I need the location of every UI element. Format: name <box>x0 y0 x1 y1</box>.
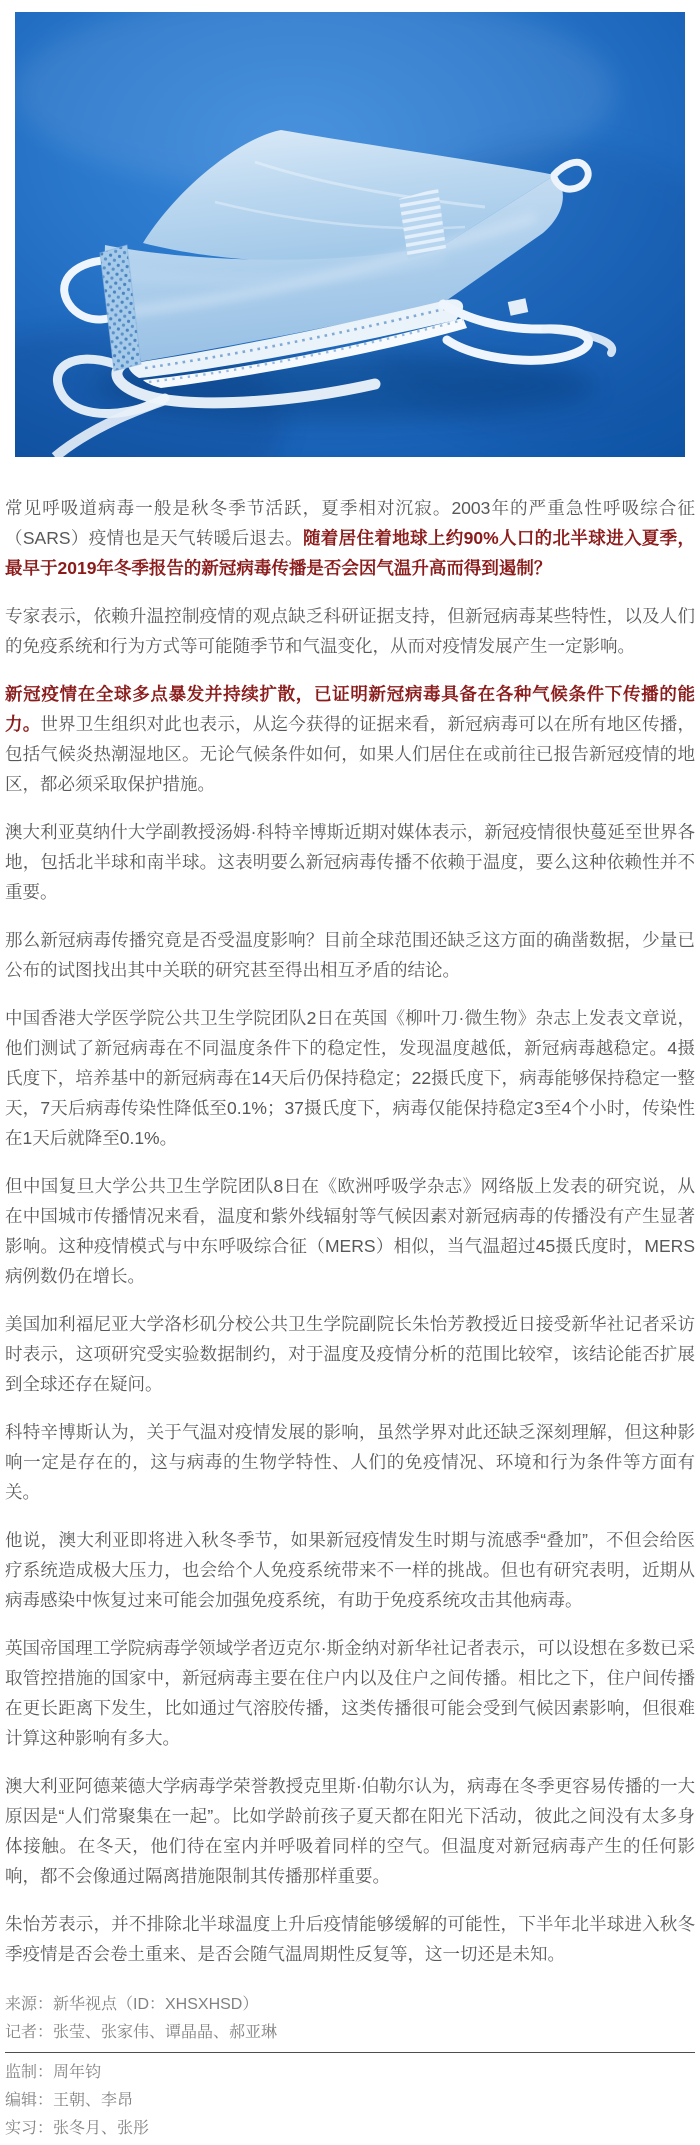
footer-divider <box>5 2052 695 2053</box>
article-paragraph-5 <box>5 925 695 985</box>
paragraph-text: 科特辛博斯认为，关于气温对疫情发展的影响，虽然学界对此还缺乏深刻理解，但这种影响一定是存在的，这与病毒的生物学特性、人们的免疫情况、环境和行为条件等方面有关。 <box>5 1422 695 1502</box>
supervisor-line: 监制：周年钧 <box>5 2064 102 2081</box>
paragraph-text: 那么新冠病毒传播究竟是否受温度影响？目前全球范围还缺乏这方面的确凿数据，少量已公布的试图找出其中关联的研究甚至得出相互矛盾的结论。 <box>5 930 695 980</box>
paragraph-text: 世界卫生组织对此也表示，从迄今获得的证据来看，新冠病毒可以在所有地区传播，包括气候炎热潮湿地区。无论气候条件如何，如果人们居住在或前往已报告新冠疫情的地区，都必须采取保护措施。 <box>5 714 696 794</box>
paragraph-text: 他说，澳大利亚即将进入秋冬季节，如果新冠疫情发生时期与流感季“叠加”，不但会给医疗系统造成极大压力，也会给个人免疫系统带来不一样的挑战。但也有研究表明，近期从病毒感染中恢复过来可能会加强免疫系统，有助于免疫系统攻击其他病毒。 <box>5 1530 695 1610</box>
article-paragraph-2 <box>5 601 695 661</box>
paragraph-emphasis-red: 新冠疫情在全球多点暴发并持续扩散，已证明新冠病毒具备在各种气候条件下传播的能力。 <box>5 684 695 734</box>
article-paragraph-1 <box>5 493 695 583</box>
source-line: 来源：新华视点（ID：XHSXHSD） <box>5 1996 259 2013</box>
reporters-line: 记者：张莹、张家伟、谭晶晶、郝亚琳 <box>5 2024 278 2041</box>
article-body <box>0 457 700 1969</box>
paragraph-text: 澳大利亚莫纳什大学副教授汤姆·科特辛博斯近期对媒体表示，新冠疫情很快蔓延至世界各地，包括北半球和南半球。这表明要么新冠病毒传播不依赖于温度，要么这种依赖性并不重要。 <box>5 822 695 902</box>
article-paragraph-11 <box>5 1633 695 1753</box>
paragraph-text: 中国香港大学医学院公共卫生学院团队2日在英国《柳叶刀·微生物》杂志上发表文章说，他们测试了新冠病毒在不同温度条件下的稳定性，发现温度越低，新冠病毒越稳定。4摄氏度下，培养基中的新冠病毒在14天后仍保持稳定；22摄氏度下，病毒能够保持稳定一整天，7天后病毒传染性降低至0.1%；37摄氏度下，病毒仅能保持稳定3至4个小时，传染性在1天后就降至0.1%。 <box>5 1008 695 1148</box>
paragraph-text: 澳大利亚阿德莱德大学病毒学荣誉教授克里斯·伯勒尔认为，病毒在冬季更容易传播的一大原因是“人们常聚集在一起”。比如学龄前孩子夏天都在阳光下活动，彼此之间没有太多身体接触。在冬天，他们待在室内并呼吸着同样的空气。但温度对新冠病毒产生的任何影响，都不会像通过隔离措施限制其传播那样重要。 <box>5 1776 695 1886</box>
interns-line: 实习：张冬月、张彤 <box>5 2120 150 2137</box>
surgical-mask-photo <box>15 12 685 457</box>
paragraph-emphasis-red: 随着居住着地球上约90%人口的北半球进入夏季，最早于2019年冬季报告的新冠病毒传播是否会因气温升高而得到遏制？ <box>5 528 695 578</box>
article-paragraph-12 <box>5 1771 695 1891</box>
article-paragraph-6 <box>5 1003 695 1153</box>
paragraph-text: 常见呼吸道病毒一般是秋冬季节活跃，夏季相对沉寂。2003年的严重急性呼吸综合征（SARS）疫情也是天气转暖后退去。 <box>5 498 695 548</box>
article-paragraph-8 <box>5 1309 695 1399</box>
paragraph-text: 美国加利福尼亚大学洛杉矶分校公共卫生学院副院长朱怡芳教授近日接受新华社记者采访时表示，这项研究受实验数据制约，对于温度及疫情分析的范围比较窄，该结论能否扩展到全球还存在疑问。 <box>5 1314 695 1394</box>
article-footer <box>0 1987 700 2143</box>
article-paragraph-13 <box>5 1909 695 1969</box>
article-paragraph-10 <box>5 1525 695 1615</box>
article-paragraph-3 <box>5 679 695 799</box>
article-paragraph-4 <box>5 817 695 907</box>
paragraph-text: 英国帝国理工学院病毒学领域学者迈克尔·斯金纳对新华社记者表示，可以设想在多数已采取管控措施的国家中，新冠病毒主要在住户内以及住户之间传播。相比之下，住户间传播在更长距离下发生，比如通过气溶胶传播，这类传播很可能会受到气候因素影响，但很难计算这种影响有多大。 <box>5 1638 695 1748</box>
paragraph-text: 但中国复旦大学公共卫生学院团队8日在《欧洲呼吸学杂志》网络版上发表的研究说，从在中国城市传播情况来看，温度和紫外线辐射等气候因素对新冠病毒的传播没有产生显著影响。这种疫情模式与中东呼吸综合征（MERS）相似，当气温超过45摄氏度时，MERS病例数仍在增长。 <box>5 1176 695 1286</box>
paragraph-text: 专家表示，依赖升温控制疫情的观点缺乏科研证据支持，但新冠病毒某些特性，以及人们的免疫系统和行为方式等可能随季节和气温变化，从而对疫情发展产生一定影响。 <box>5 606 695 656</box>
article-hero-image <box>15 12 685 457</box>
article-paragraph-9 <box>5 1417 695 1507</box>
article-paragraph-7 <box>5 1171 695 1291</box>
paragraph-text: 朱怡芳表示，并不排除北半球温度上升后疫情能够缓解的可能性，下半年北半球进入秋冬季疫情是否会卷土重来、是否会随气温周期性反复等，这一切还是未知。 <box>5 1914 695 1964</box>
editors-line: 编辑：王朝、李昂 <box>5 2092 134 2109</box>
